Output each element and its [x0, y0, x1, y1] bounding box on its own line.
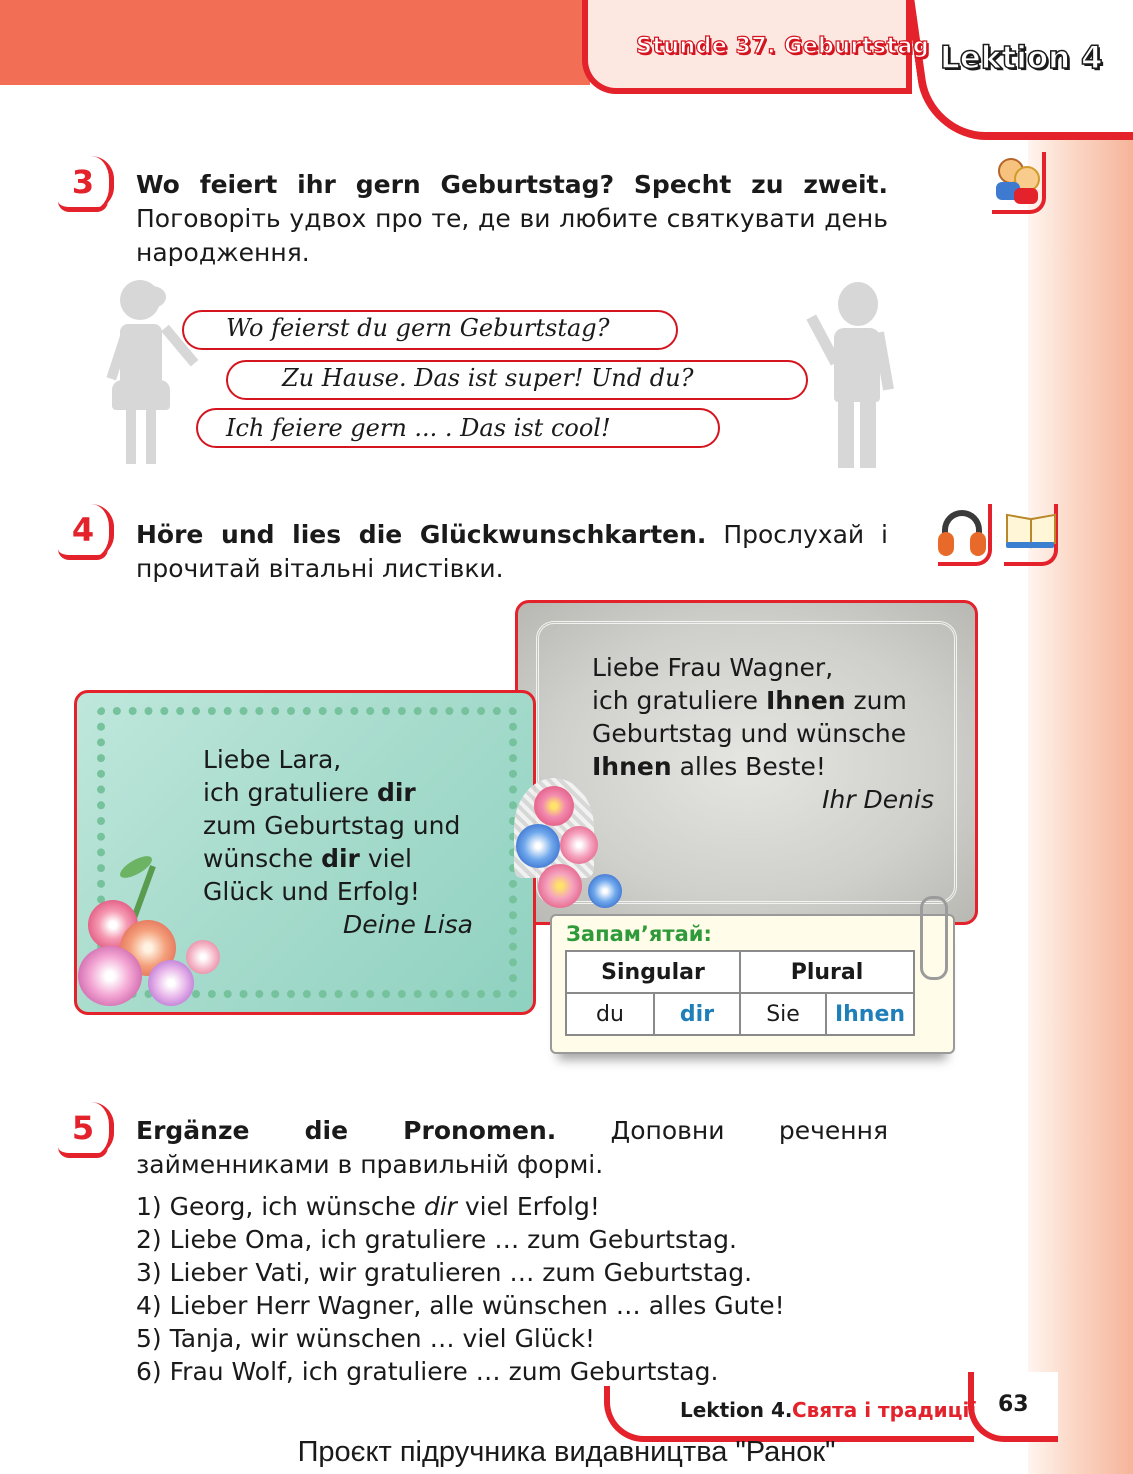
exercise-4-task	[136, 518, 888, 586]
footer-lektion: Lektion 4.	[680, 1398, 793, 1422]
header-band	[0, 0, 590, 85]
paperclip-icon	[920, 896, 948, 980]
card-left-signature: Deine Lisa	[343, 910, 473, 939]
card-right-line-4: Ihnen alles Beste!	[592, 752, 826, 781]
flowers-right-decor	[508, 770, 638, 920]
exercise-5-instruction: Доповни речення займенниками в правильній формі.	[136, 1116, 888, 1179]
exercise-3-task	[136, 168, 888, 270]
cell-dir: dir	[654, 993, 740, 1035]
card-left-line-4: wünsche dir viel	[203, 844, 412, 873]
list-item: 6) Frau Wolf, ich gratuliere … zum Geburtstag.	[136, 1357, 719, 1386]
dialog-line-3: Ich feiere gern ... . Das ist cool!	[226, 414, 611, 442]
exercise-4-title: Höre und lies die Glückwunschkarten.	[136, 520, 707, 549]
exercise-5-task	[136, 1114, 888, 1182]
card-left-greeting: Liebe Lara,	[203, 745, 342, 774]
book-icon	[1000, 502, 1064, 566]
card-right-greeting: Liebe Frau Wagner,	[592, 653, 834, 682]
exercise-3-title: Wo feiert ihr gern Geburtstag? Specht zu zweit.	[136, 170, 888, 199]
lesson-subtitle: Stunde 37. Geburtstag	[636, 34, 930, 59]
dialog-line-2: Zu Hause. Das ist super! Und du?	[282, 364, 694, 392]
table-row	[566, 993, 914, 1035]
table-row	[566, 951, 914, 993]
pair-work-icon	[990, 152, 1048, 214]
lesson-title: Lektion 4	[940, 40, 1103, 76]
card-right-line-3: Geburtstag und wünsche	[592, 719, 907, 748]
boy-silhouette	[812, 280, 896, 480]
card-right-signature: Ihr Denis	[822, 785, 934, 814]
list-item: 1) Georg, ich wünsche dir viel Erfolg!	[136, 1192, 600, 1221]
card-left-line-5: Glück und Erfolg!	[203, 877, 420, 906]
footer-theme: Свята і традиції	[792, 1398, 977, 1422]
project-note: Проєкт підручника видавництва "Ранок"	[297, 1436, 836, 1468]
exercise-number-3: 3	[58, 160, 108, 208]
exercise-number-5: 5	[58, 1106, 108, 1154]
list-item: 4) Lieber Herr Wagner, alle wünschen … alles Gute!	[136, 1291, 785, 1320]
singular-header: Singular	[566, 951, 740, 993]
card-right-text	[592, 651, 952, 816]
exercise-3-instruction: Поговоріть удвох про те, де ви любите святкувати день народження.	[136, 204, 888, 267]
girl-silhouette	[108, 280, 188, 480]
list-item: 5) Tanja, wir wünschen … viel Glück!	[136, 1324, 595, 1353]
cell-du: du	[566, 993, 654, 1035]
exercise-5-title: Ergänze die Pronomen.	[136, 1116, 557, 1145]
side-decor-strip	[1028, 0, 1133, 1474]
card-left-text	[203, 743, 483, 941]
dialog-line-1: Wo feierst du gern Geburtstag?	[226, 314, 610, 342]
plural-header: Plural	[740, 951, 914, 993]
remember-title: Запам’ятай:	[566, 922, 712, 946]
cell-ihnen: Ihnen	[826, 993, 914, 1035]
exercise-5-list	[136, 1190, 785, 1388]
list-item: 2) Liebe Oma, ich gratuliere … zum Geburtstag.	[136, 1225, 737, 1254]
card-right-line-2: ich gratuliere Ihnen zum	[592, 686, 907, 715]
exercise-number-4: 4	[58, 508, 108, 556]
card-left-line-2: ich gratuliere dir	[203, 778, 416, 807]
cell-sie: Sie	[740, 993, 826, 1035]
page-number: 63	[998, 1392, 1029, 1417]
list-item: 3) Lieber Vati, wir gratulieren … zum Geburtstag.	[136, 1258, 753, 1287]
exercise-4-instruction: Прослухай і прочитай вітальні листівки.	[136, 520, 888, 583]
card-left-line-3: zum Geburtstag und	[203, 811, 461, 840]
headphones-icon	[934, 502, 994, 566]
pronoun-table	[565, 950, 915, 1036]
